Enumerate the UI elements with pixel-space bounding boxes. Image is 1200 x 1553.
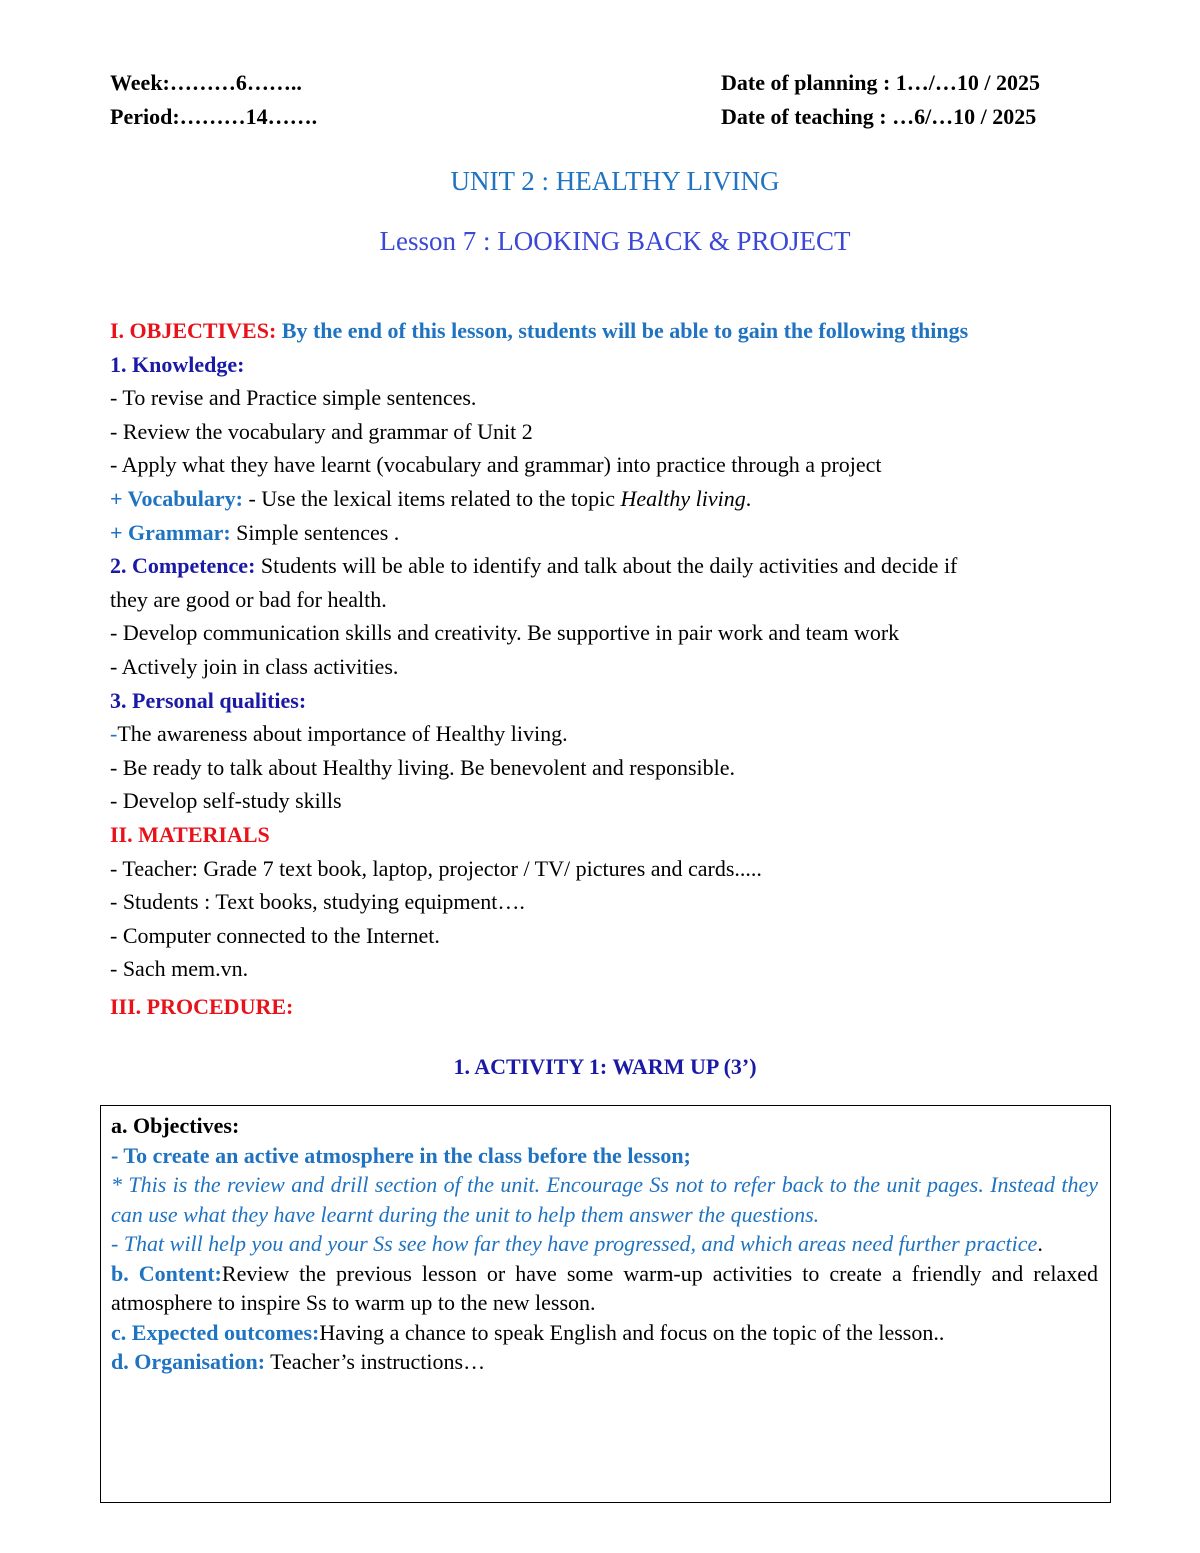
activity-content-label: b. Content: — [111, 1260, 222, 1286]
procedure-heading: III. PROCEDURE: — [110, 993, 294, 1019]
competence-line — [110, 549, 1110, 583]
knowledge-item: - To revise and Practice simple sentences. — [110, 385, 477, 411]
activity-note-1: * This is the review and drill section of the unit. Encourage Ss not to refer back to the unit pages. Instead they can use what they have learnt during the unit to help them answer the questions. — [111, 1172, 1098, 1227]
materials-item: - Students : Text books, studying equipment…. — [110, 889, 525, 915]
objectives-heading: I. OBJECTIVES: — [110, 318, 277, 343]
date-of-teaching: Date of teaching : …6/…10 / 2025 — [721, 104, 1037, 129]
materials-item: - Sach mem.vn. — [110, 956, 249, 982]
activity-note-2-block — [111, 1229, 1098, 1259]
activity-note-2: - That will help you and your Ss see how far they have progressed, and which areas need further practice — [111, 1231, 1038, 1256]
vocabulary-label: + Vocabulary: — [110, 485, 243, 511]
activity-1-table — [100, 1105, 1111, 1503]
activity-outcomes-label: c. Expected outcomes: — [111, 1319, 320, 1345]
competence-text: Students will be able to identify and talk about the daily activities and decide if — [255, 553, 958, 579]
personal-qualities-heading: 3. Personal qualities: — [110, 687, 307, 713]
activity-objectives-label: a. Objectives: — [111, 1113, 240, 1138]
qualities-item: - Be ready to talk about Healthy living. Be benevolent and responsible. — [110, 754, 736, 780]
qualities-first-text: The awareness about importance of Healthy living. — [117, 721, 568, 747]
lesson-title: Lesson 7 : LOOKING BACK & PROJECT — [379, 226, 851, 256]
materials-heading: II. MATERIALS — [110, 821, 270, 847]
activity-organisation-block — [111, 1347, 1098, 1377]
vocabulary-text: - Use the lexical items related to the topic — [242, 485, 621, 511]
unit-title: UNIT 2 : HEALTHY LIVING — [450, 166, 780, 196]
activity-outcomes-text: Having a chance to speak English and focus on the topic of the lesson.. — [319, 1319, 945, 1345]
materials-item: - Teacher: Grade 7 text book, laptop, projector / TV/ pictures and cards..... — [110, 855, 762, 881]
competence-item: - Develop communication skills and creativity. Be supportive in pair work and team work — [110, 620, 900, 646]
vocabulary-line — [110, 482, 1110, 516]
week-label: Week:………6…….. — [110, 70, 302, 95]
competence-text-continued: they are good or bad for health. — [110, 586, 387, 612]
competence-label: 2. Competence: — [110, 553, 256, 579]
knowledge-heading: 1. Knowledge: — [110, 351, 245, 377]
vocabulary-end: . — [745, 485, 752, 511]
activity-objective-1: - To create an active atmosphere in the class before the lesson; — [111, 1142, 691, 1168]
objectives-heading-line — [110, 314, 1110, 348]
activity-organisation-text: Teacher’s instructions… — [265, 1349, 486, 1374]
activity-organisation-label: d. Organisation: — [111, 1349, 266, 1374]
grammar-label: + Grammar: — [110, 519, 231, 545]
qualities-item: - Develop self-study skills — [110, 788, 342, 814]
objectives-intro: By the end of this lesson, students will be able to gain the following things — [276, 318, 969, 343]
knowledge-item: - Apply what they have learnt (vocabulary and grammar) into practice through a project — [110, 452, 882, 478]
knowledge-item: - Review the vocabulary and grammar of Unit 2 — [110, 418, 533, 444]
qualities-dash: - — [110, 721, 118, 747]
qualities-item — [110, 717, 1110, 751]
activity-content-block — [111, 1259, 1098, 1318]
grammar-line — [110, 516, 1110, 550]
activity-note-2-end: . — [1037, 1231, 1043, 1256]
materials-item: - Computer connected to the Internet. — [110, 922, 440, 948]
activity-outcomes-block — [111, 1318, 1098, 1348]
grammar-text: Simple sentences . — [230, 519, 400, 545]
competence-item: - Actively join in class activities. — [110, 653, 399, 679]
vocabulary-topic: Healthy living — [620, 485, 746, 511]
activity-1-heading: 1. ACTIVITY 1: WARM UP (3’) — [453, 1054, 757, 1079]
activity-content-text: Review the previous lesson or have some warm-up activities to create a friendly and relaxed atmosphere to inspire Ss to warm up to the new lesson. — [111, 1260, 1098, 1315]
period-label: Period:………14……. — [110, 104, 318, 129]
date-of-planning: Date of planning : 1…/…10 / 2025 — [721, 70, 1041, 95]
objectives-section — [110, 314, 1110, 1023]
